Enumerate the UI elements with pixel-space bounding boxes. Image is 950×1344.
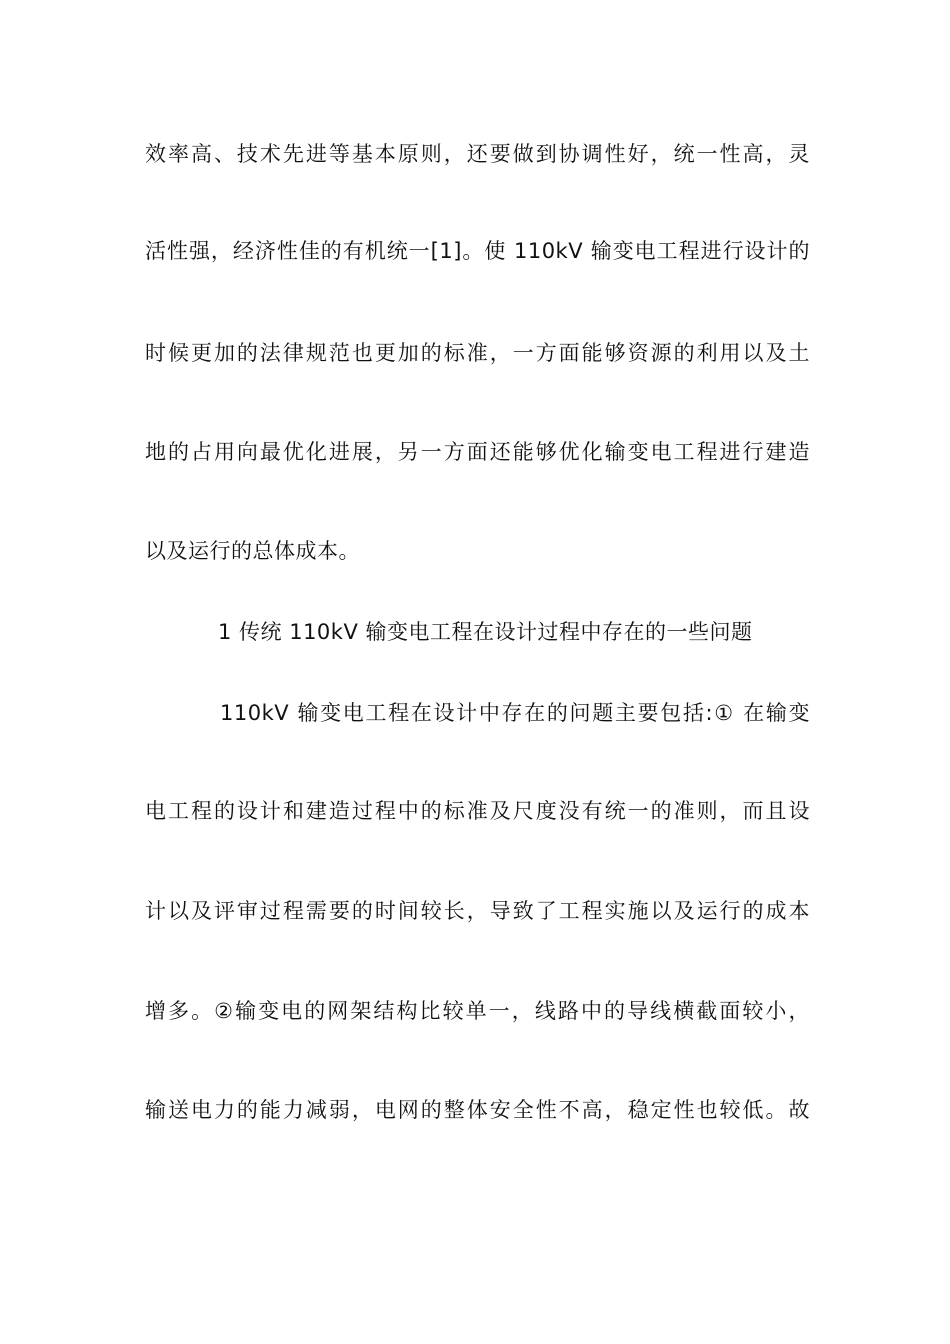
paragraph2-line-3: 计以及评审过程需要的时间较长，导致了工程实施以及运行的成本 bbox=[145, 899, 810, 923]
paragraph2-line-1: 110kV 输变电工程在设计中存在的问题主要包括:① 在输变 bbox=[220, 701, 810, 725]
paragraph2-line-5: 输送电力的能力减弱，电网的整体安全性不高，稳定性也较低。故 bbox=[145, 1098, 810, 1122]
paragraph1-line-5: 以及运行的总体成本。 bbox=[145, 539, 360, 563]
paragraph1-line-3: 时候更加的法律规范也更加的标准，一方面能够资源的利用以及土 bbox=[145, 341, 810, 365]
paragraph1-line-4: 地的占用向最优化进展，另一方面还能够优化输变电工程进行建造 bbox=[145, 440, 810, 464]
paragraph1-line-1: 效率高、技术先进等基本原则，还要做到协调性好，统一性高，灵 bbox=[145, 142, 810, 166]
section-heading: 1 传统 110kV 输变电工程在设计过程中存在的一些问题 bbox=[218, 620, 753, 644]
paragraph1-line-2: 活性强，经济性佳的有机统一[1]。使 110kV 输变电工程进行设计的 bbox=[145, 239, 810, 263]
paragraph2-line-4: 增多。②输变电的网架结构比较单一，线路中的导线横截面较小， bbox=[145, 999, 810, 1023]
paragraph2-line-2: 电工程的设计和建造过程中的标准及尺度没有统一的准则，而且设 bbox=[145, 799, 810, 823]
